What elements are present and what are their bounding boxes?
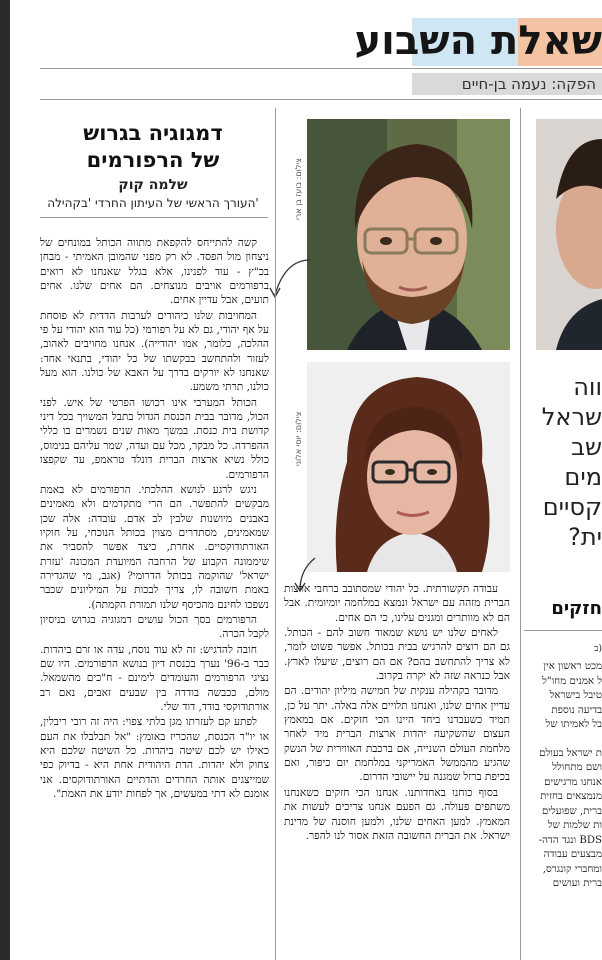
- paragraph: לפתע קם לעזרתו מגן בלתי צפוי: היה זה רובי ריבלין, או יו"ר הכנסת, שהכריז באומץ: "אל תבלבלו את העם כאילו יש לכם שיטה ביהדות. כל השיטה שלכם היא צחוק ולא יהדות. הדת היהודית אחת היא - בדיוק כפי שמייצגים אותה החרדים והדתיים האורתודוקסים. אני אומנם לא דתי במעשים, אך לפחות יודע את האמת".: [40, 716, 269, 801]
- strip-column: [524, 660, 602, 892]
- paragraph: ניגש לרגע לנושא ההלכתי. הרפורמים לא באמת מבקשים להתפשר. הם הרי מתקדמים ולא מאמינים באבנים מיושנות שלבין לב אדם. עובדה: אלה שכן שמאמינים, מסתדרים מצוין בכותל הנוכחי, על חוקיו האורתודוקסיים. אחרת, כיצד אפשר להסביר את שיממונה הקבוע של הרחבה המיועדת המכונה 'עזרת ישראל' שהוקמה בכותל הדרומי? (אגב, מי שהגדירה באמת חשובה לו, צריך לבכות על המיליונים שכבר נשפכו לחינם מהכיסף שלנו תמורת הקמתה).: [40, 483, 269, 611]
- production-credit: הפקה: נעמה בן-חיים: [412, 73, 602, 95]
- photo-credit-top: צילום: בועז בן ארי: [294, 158, 303, 220]
- strip-line: BDS ונגד הדה-: [538, 834, 602, 846]
- paragraph: בסוף כוחנו באחדותנו. אנחנו הכי חזקים כשאנחנו משתפים פעולה. גם הפעם אנחנו צריכים לעשות את המאמץ. למען האחים שלנו, ולמען חוסנה של מדינת ישראל. את הברית החשובה הזאת אסור לנו להפר.: [284, 786, 510, 842]
- author-rule: [40, 217, 268, 218]
- strip-marker: (ב: [594, 644, 602, 654]
- paragraph: לאחים שלנו יש נושא שמאוד חשוב להם - הכותל. גם הם רוצים להרגיש בבית בכותל. אפשר פשוט לומר, לא צריך להתחשב בהם? אם הם רוצים, שיעלו לארץ. אבל כנראה שזה לא יקרה בקרוב.: [284, 627, 510, 683]
- column-divider: [275, 108, 276, 960]
- strip-rule: [524, 630, 602, 631]
- strip-line: ומחברי קונגרס,: [542, 863, 602, 875]
- column-divider-right: [520, 108, 521, 960]
- page-left-edge: [0, 0, 10, 960]
- header-rule: [40, 68, 602, 69]
- strip-line: ל אמנים מחו"ל: [542, 675, 602, 687]
- article-column-left: [40, 236, 269, 956]
- strip-line: בל לאמיתו של: [545, 719, 602, 730]
- question-line: שב: [571, 433, 602, 461]
- article-title-line1: דמגוגיה בגרוש: [83, 121, 223, 145]
- paragraph: קשה להתייחס להקפאת מתווה הכותל במונחים של ניצחון מול הפסד. לא רק מפני שהמובן האמיתי - מבחן בכ"ץ - עוד לפנינו, אלא בגלל שאנחנו לא רואים ברפורמים אויבים מנוצחים. הם אחים שלנו. אחים תועים, אבל עדיין אחים.: [40, 237, 269, 307]
- question-box: [524, 372, 602, 552]
- portrait-photo-cropped: [536, 119, 602, 350]
- question-line: שראל: [541, 403, 602, 431]
- strip-line: ברית ועושים: [552, 878, 602, 889]
- article-column-middle: [284, 582, 510, 952]
- strip-line: ות שלמות של: [547, 820, 602, 831]
- question-line: קסיים: [542, 493, 602, 521]
- strip-line: טיבל בישראל: [549, 690, 602, 701]
- paragraph: המחויבות שלנו כיהודים לערבות הדדית לא פוסחת על אף יהודי, גם לא על רפורמי (כל עוד הוא יהודי על פי ההלכה, כלומר, אמו יהודייה). אנחנו מחויבים לאהוב, לעזור ולהתחשב בבקשתו של כל יהודי, בתנאי אחד: שאנחנו לא יורקים בדרך על האבא של כולנו. הוא מעל כולנו, תרתי משמע.: [40, 309, 269, 394]
- article-author: שלמה קוק: [118, 177, 188, 193]
- strip-line: מבצעים עבודה: [543, 849, 602, 860]
- strip-line: מנמצאים בחזית: [540, 791, 602, 802]
- portrait-photo-woman: [307, 362, 510, 572]
- article-title-line2: של הרפורמים: [86, 148, 220, 172]
- question-line: ווה: [573, 373, 602, 401]
- question-line: מים: [564, 463, 602, 491]
- strip-line: מכט ראשון אין: [543, 661, 602, 672]
- paragraph: הכותל המערבי אינו רכושו הפרטי של איש. לפני הכול, מדובר בבית הכנסת הגדול בתבל המשויך בכל דיני קדושת בית כנסת. במשך מאות שנים נשמרים בו כללי ההפרדה. כל מבקר, מכל עם ועדה, שמר עליהם בנימוס, כולל נשיא ארצות הברית דונלד טראמפ, עד שקפצו הרפורמים.: [40, 396, 269, 481]
- section-title: שאלת השבוע: [354, 18, 602, 64]
- strip-line: [524, 733, 602, 747]
- article-title: [38, 120, 268, 174]
- paragraph: מדובר בקהילה ענקית של חמישה מיליון יהודים. הם עדיין אחים שלנו, ואנחנו תלויים אלה באלה. יתר על כן, תמיד כשעבדנו ביחד היינו הכי חזקים. אם במאמץ העצום שהשקיעה יהדות ארצות הברית מיד לאחר מלחמת העולם השנייה, אם ברכבת האווירית של הנשק שהגיע מהממשל האמריקני במלחמת יום כיפור, ואם בכיפת ברזל שמגנה על יישובי הדרום.: [284, 685, 510, 784]
- strip-line: בדיעה נוספת: [551, 704, 602, 716]
- paragraph: הרפורמים בסך הכול עושים דמגוגיה בגרוש בניסיון לקבל הכרה.: [40, 613, 269, 641]
- strip-line: ברית, שפועלים: [542, 805, 602, 817]
- header-rule-lower: [40, 99, 602, 100]
- strip-headline: חזקים: [551, 598, 602, 619]
- paragraph: חובה להדגיש: זה לא עוד נוסח, עדה או זרם ביהדות. כבר ב-96' נערך בכנסת דיון בנושא הרפורמים. היו שם נציגי הרפורמים והעומדים לימינם - ח"כים מהשמאל. מולם, ככבשה בודדה בין שבעים זאבים, נאם רב אורתודוקסי בודד, דוד שלי.: [40, 643, 269, 713]
- article-author-description: העורך הראשי של העיתון החרדי 'בקהילה': [47, 196, 259, 210]
- portrait-photo-man: [307, 119, 510, 350]
- question-line: ית?: [568, 523, 602, 551]
- paragraph: עבודה תקשורתית. כל יהודי שמסתובב ברחבי ארצות הברית מזהה עם ישראל ונמצא במלחמה יומיומית. אבל הם לא מוותרים ומגנים עלינו, כי הם אחים.: [284, 583, 510, 624]
- photo-credit-bottom: צילום: יוסי אלוני: [294, 411, 303, 466]
- strip-line: ושם מתחולל: [552, 762, 602, 773]
- strip-line: אנחנו מרגישים: [544, 776, 602, 788]
- strip-line: ת ישראל בעולם: [539, 747, 602, 759]
